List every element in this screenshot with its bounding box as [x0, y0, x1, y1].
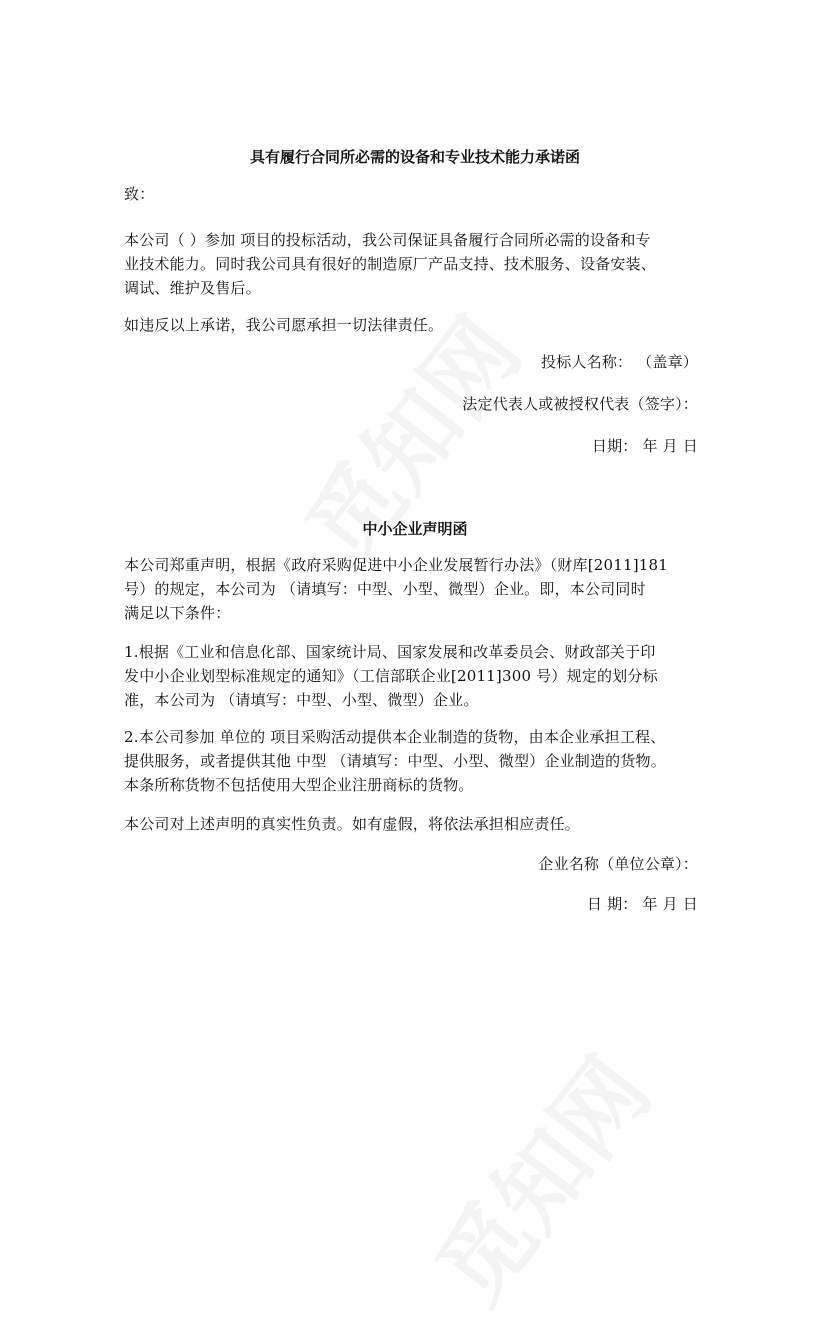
condition-2-line-3: 本条所称货物不包括使用大型企业注册商标的货物。 [124, 776, 474, 794]
condition-1-line-1: 1.根据《工业和信息化部、国家统计局、国家发展和改革委员会、财政部关于印 [124, 643, 656, 661]
truthfulness-statement: 本公司对上述声明的真实性负责。如有虚假，将依法承担相应责任。 [124, 815, 581, 833]
declaration-paragraph-line-2: 号）的规定，本公司为 （请填写：中型、小型、微型）企业。即，本公司同时 [124, 580, 646, 598]
salutation: 致： [124, 185, 155, 203]
legal-representative-signature-field: 法定代表人或被授权代表（签字）： [462, 395, 698, 413]
commitment-letter-title: 具有履行合同所必需的设备和专业技术能力承诺函 [249, 148, 580, 166]
condition-2-line-1: 2.本公司参加 单位的 项目采购活动提供本企业制造的货物，由本企业承担工程、 [124, 728, 666, 746]
bidder-name-field: 投标人名称： （盖章） [541, 353, 698, 371]
condition-1-line-2: 发中小企业划型标准规定的通知》（工信部联企业[2011]300 号）规定的划分标 [124, 667, 658, 685]
commitment-paragraph-line-2: 业技术能力。同时我公司具有很好的制造原厂产品支持、技术服务、设备安装、 [124, 255, 657, 273]
declaration-paragraph-line-1: 本公司郑重声明，根据《政府采购促进中小企业发展暂行办法》（财库[2011]181 [124, 556, 669, 574]
commitment-paragraph-line-3: 调试、维护及售后。 [124, 279, 261, 297]
liability-statement: 如违反以上承诺，我公司愿承担一切法律责任。 [124, 316, 444, 334]
condition-2-line-2: 提供服务，或者提供其他 中型 （请填写：中型、小型、微型）企业制造的货物。 [124, 752, 666, 770]
declaration-date-field: 日 期： 年 月 日 [586, 895, 698, 913]
company-seal-field: 企业名称（单位公章）： [538, 855, 698, 873]
sme-declaration-title: 中小企业声明函 [362, 520, 468, 538]
condition-1-line-3: 准，本公司为 （请填写：中型、小型、微型）企业。 [124, 691, 479, 709]
commitment-date-field: 日期： 年 月 日 [591, 437, 698, 455]
declaration-paragraph-line-3: 满足以下条件： [124, 604, 231, 622]
commitment-paragraph-line-1: 本公司（ ）参加 项目的投标活动，我公司保证具备履行合同所必需的设备和专 [124, 231, 651, 249]
watermark [401, 1027, 675, 1325]
